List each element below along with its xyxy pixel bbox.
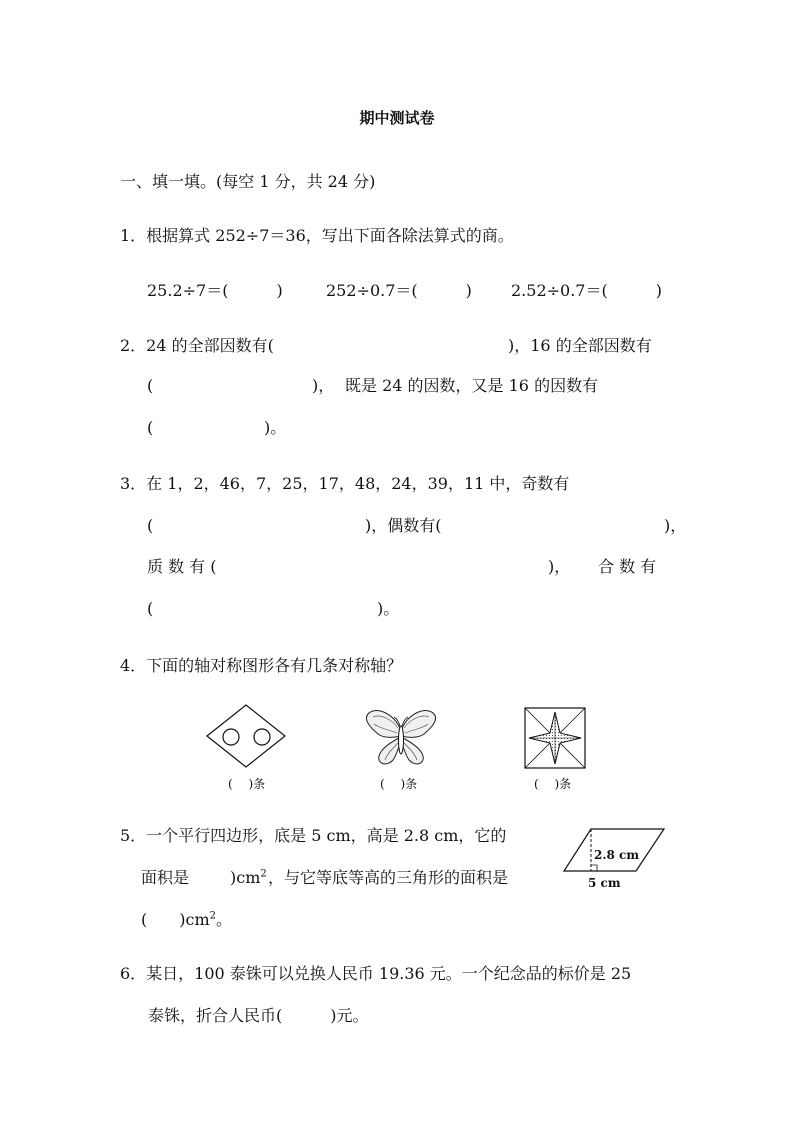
q2-line1-start: 2．24 的全部因数有( <box>120 336 274 355</box>
q5-line3: ( )$cm^2$。 <box>141 910 233 929</box>
base-label: 5 cm <box>588 876 621 890</box>
q3-line2-mid: )，偶数有( <box>365 516 442 535</box>
diamond-circles-figure <box>205 703 287 769</box>
q3-line2-end: )， <box>664 516 687 535</box>
q5-line2-start: 面积是 <box>141 868 190 887</box>
section-heading: 一、填一填。(每空 1 分，共 24 分) <box>120 172 376 191</box>
q3-line4-close: )。 <box>377 599 400 618</box>
q1-blank-b[interactable]: 252÷0.7＝( ) <box>326 281 472 300</box>
q4-stem: 4．下面的轴对称图形各有几条对称轴？ <box>120 656 403 675</box>
butterfly-figure <box>365 708 437 770</box>
q4-caption-1[interactable]: ( )条 <box>228 777 266 791</box>
q5-line1: 5．一个平行四边形，底是 5 cm，高是 2.8 cm，它的 <box>120 826 507 845</box>
square-star-figure <box>524 707 586 769</box>
q2-line3-open: ( <box>147 418 154 437</box>
q1-blank-c[interactable]: 2.52÷0.7＝( ) <box>511 281 662 300</box>
q4-caption-2[interactable]: ( )条 <box>380 777 418 791</box>
height-label: 2.8 cm <box>594 848 640 862</box>
q2-line3-close: )。 <box>264 418 287 437</box>
q4-caption-3[interactable]: ( )条 <box>534 777 572 791</box>
q2-line2-close: )， <box>312 376 335 395</box>
page-title: 期中测试卷 <box>359 109 435 127</box>
q3-line3-close: )， <box>548 557 571 576</box>
q5-line2-end: ，与它等底等高的三角形的面积是 <box>268 868 509 887</box>
q1-blank-a[interactable]: 25.2÷7＝( ) <box>147 281 283 300</box>
q3-line3-end: 合 数 有 <box>598 557 657 576</box>
q2-line2-text: 既是 24 的因数，又是 16 的因数有 <box>345 376 599 395</box>
q3-line4-open: ( <box>147 599 154 618</box>
q6-line1: 6．某日，100 泰铢可以兑换人民币 19.36 元。一个纪念品的标价是 25 <box>120 964 632 983</box>
q3-line3-start: 质 数 有 ( <box>147 557 217 576</box>
q1-stem: 1．根据算式 252÷7＝36，写出下面各除法算式的商。 <box>120 226 514 245</box>
q2-line2-open: ( <box>147 376 154 395</box>
q5-line2-unit: )$cm^2$ <box>230 868 267 887</box>
q6-line2: 泰铢，折合人民币( )元。 <box>148 1006 369 1025</box>
q3-line2-open: ( <box>147 516 154 535</box>
q2-line1-end: )，16 的全部因数有 <box>508 336 652 355</box>
q3-line1: 3．在 1，2，46，7，25，17，48，24，39，11 中，奇数有 <box>120 474 570 493</box>
